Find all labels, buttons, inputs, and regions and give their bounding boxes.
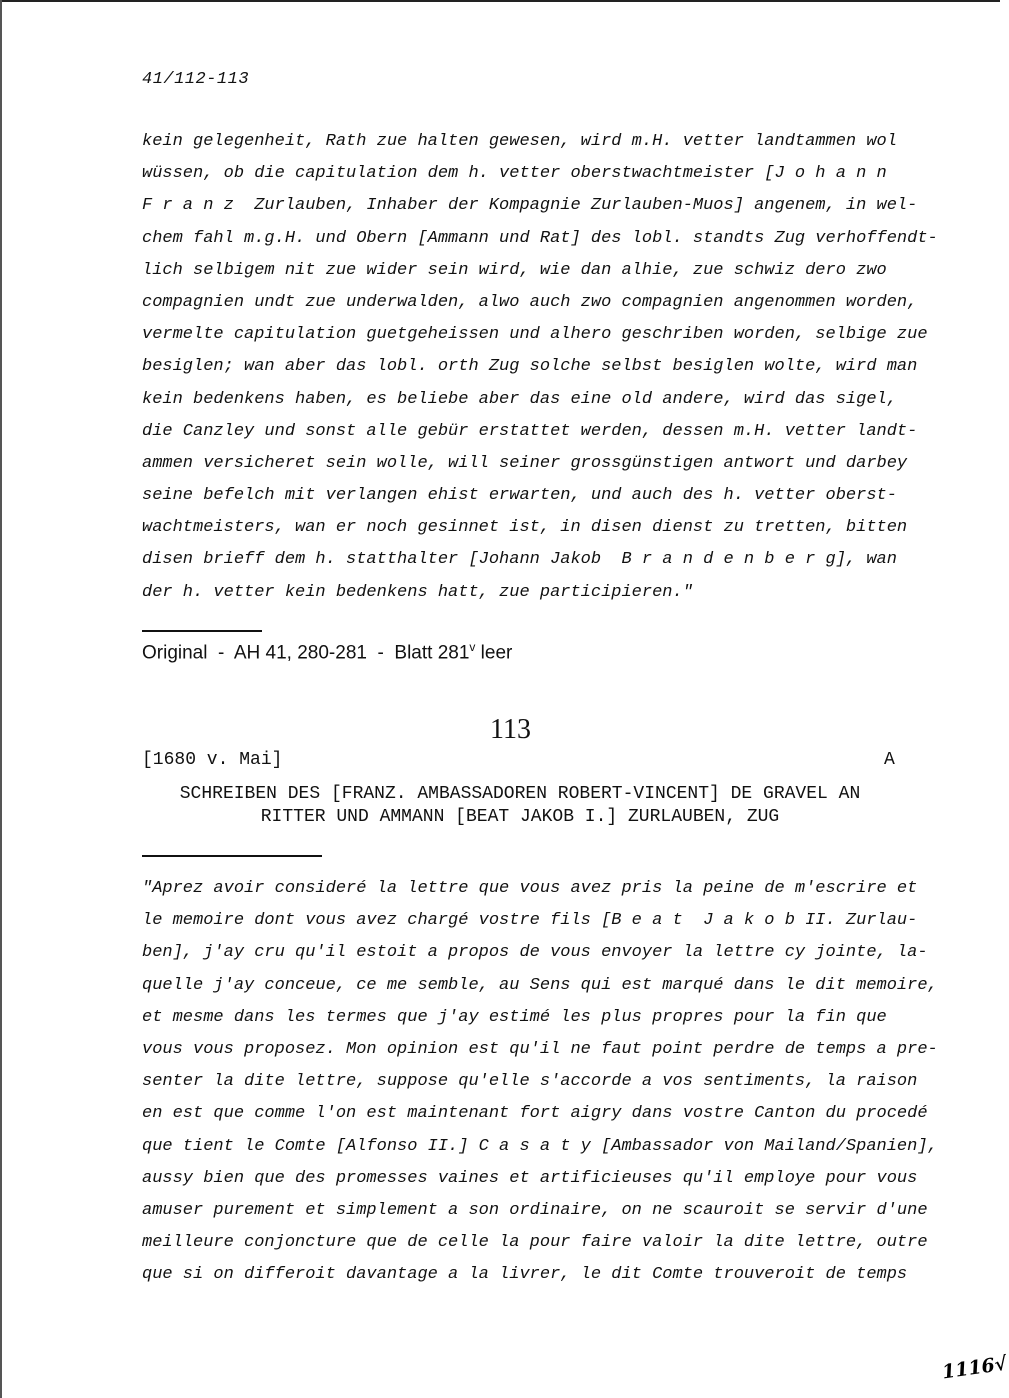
document-number: 113 [490, 714, 531, 745]
preceding-letter-text [142, 126, 938, 609]
text-line: vermelte capitulation guetgeheissen und alhero geschriben worden, selbige zue [142, 325, 928, 345]
text-line: chem fahl m.g.H. und Obern [Ammann und Rat] des lobl. standts Zug verhoffendt- [142, 228, 938, 248]
text-line: aussy bien que des promesses vaines et artificieuses qu'il employe pour vous [142, 1168, 918, 1188]
text-line: besiglen; wan aber das lobl. orth Zug solche selbst besiglen wolte, wird man [142, 357, 918, 377]
source-note [142, 640, 512, 664]
handwritten-page-mark: 1116√ [940, 1352, 1009, 1384]
source-note-superscript: v [469, 640, 476, 654]
text-line: vous vous proposez. Mon opinion est qu'il ne faut point perdre de temps a pre- [142, 1039, 938, 1059]
title-rule [142, 855, 322, 857]
text-line: le memoire dont vous avez chargé vostre fils [B e a t J a k o b II. Zurlau- [142, 911, 918, 931]
text-line: amuser purement et simplement a son ordinaire, on ne scauroit se servir d'une [142, 1200, 928, 1220]
text-line: que si on differoit davantage a la livrer, le dit Comte trouveroit de temps [142, 1265, 908, 1285]
document-letter: A [884, 750, 895, 770]
scan-edge-top [0, 0, 1000, 2]
page-reference: 41/112-113 [142, 70, 250, 89]
text-line: wachtmeisters, wan er noch gesinnet ist, in disen dienst zu tretten, bitten [142, 518, 908, 538]
text-line: compagnien undt zue underwalden, alwo auch zwo compagnien angenommen worden, [142, 292, 918, 312]
text-line: que tient le Comte [Alfonso II.] C a s a t y [Ambassador von Mailand/Spanien], [142, 1136, 938, 1156]
source-note-text: Original - AH 41, 280-281 - Blatt 281 [142, 642, 470, 664]
scan-edge-left [0, 0, 2, 1398]
document-title [130, 783, 910, 829]
title-line: SCHREIBEN DES [FRANZ. AMBASSADOREN ROBERT-VINCENT] DE GRAVEL AN [179, 784, 861, 804]
text-line: kein gelegenheit, Rath zue halten gewesen, wird m.H. vetter landtammen wol [142, 132, 897, 151]
text-line: die Canzley und sonst alle gebür erstattet werden, dessen m.H. vetter landt- [142, 421, 918, 441]
text-line: F r a n z Zurlauben, Inhaber der Kompagnie Zurlauben-Muos] angenem, in wel- [142, 196, 918, 216]
document-date: [1680 v. Mai] [142, 750, 283, 770]
text-line: et mesme dans les termes que j'ay estimé les plus propres pour la fin que [142, 1007, 887, 1027]
footnote-rule [142, 630, 262, 632]
text-line: meilleure conjoncture que de celle la pour faire valoir la dite lettre, outre [142, 1233, 928, 1253]
letter-body [142, 873, 938, 1291]
text-line: "Aprez avoir consideré la lettre que vous avez pris la peine de m'escrire et [142, 879, 918, 898]
text-line: ben], j'ay cru qu'il estoit a propos de vous envoyer la lettre cy jointe, la- [142, 943, 928, 963]
text-line: disen brieff dem h. statthalter [Johann Jakob B r a n d e n b e r g], wan [142, 550, 897, 570]
title-line: RITTER UND AMMANN [BEAT JAKOB I.] ZURLAUBEN, ZUG [260, 807, 780, 827]
text-line: ammen versicheret sein wolle, will seiner grossgünstigen antwort und darbey [142, 453, 908, 473]
text-line: quelle j'ay conceue, ce me semble, au Sens qui est marqué dans le dit memoire, [142, 975, 938, 995]
text-line: seine befelch mit verlangen ehist erwarten, und auch des h. vetter oberst- [142, 486, 897, 506]
text-line: der h. vetter kein bedenkens hatt, zue participieren." [142, 582, 693, 602]
text-line: kein bedenkens haben, es beliebe aber das eine old andere, wird das sigel, [142, 389, 897, 409]
source-note-tail: leer [475, 642, 513, 664]
text-line: senter la dite lettre, suppose qu'elle s'accorde a vos sentiments, la raison [142, 1072, 918, 1092]
text-line: lich selbigem nit zue wider sein wird, wie dan alhie, zue schwiz dero zwo [142, 260, 887, 280]
text-line: en est que comme l'on est maintenant fort aigry dans vostre Canton du procedé [142, 1104, 928, 1124]
text-line: wüssen, ob die capitulation dem h. vetter oberstwachtmeister [J o h a n n [142, 164, 887, 184]
